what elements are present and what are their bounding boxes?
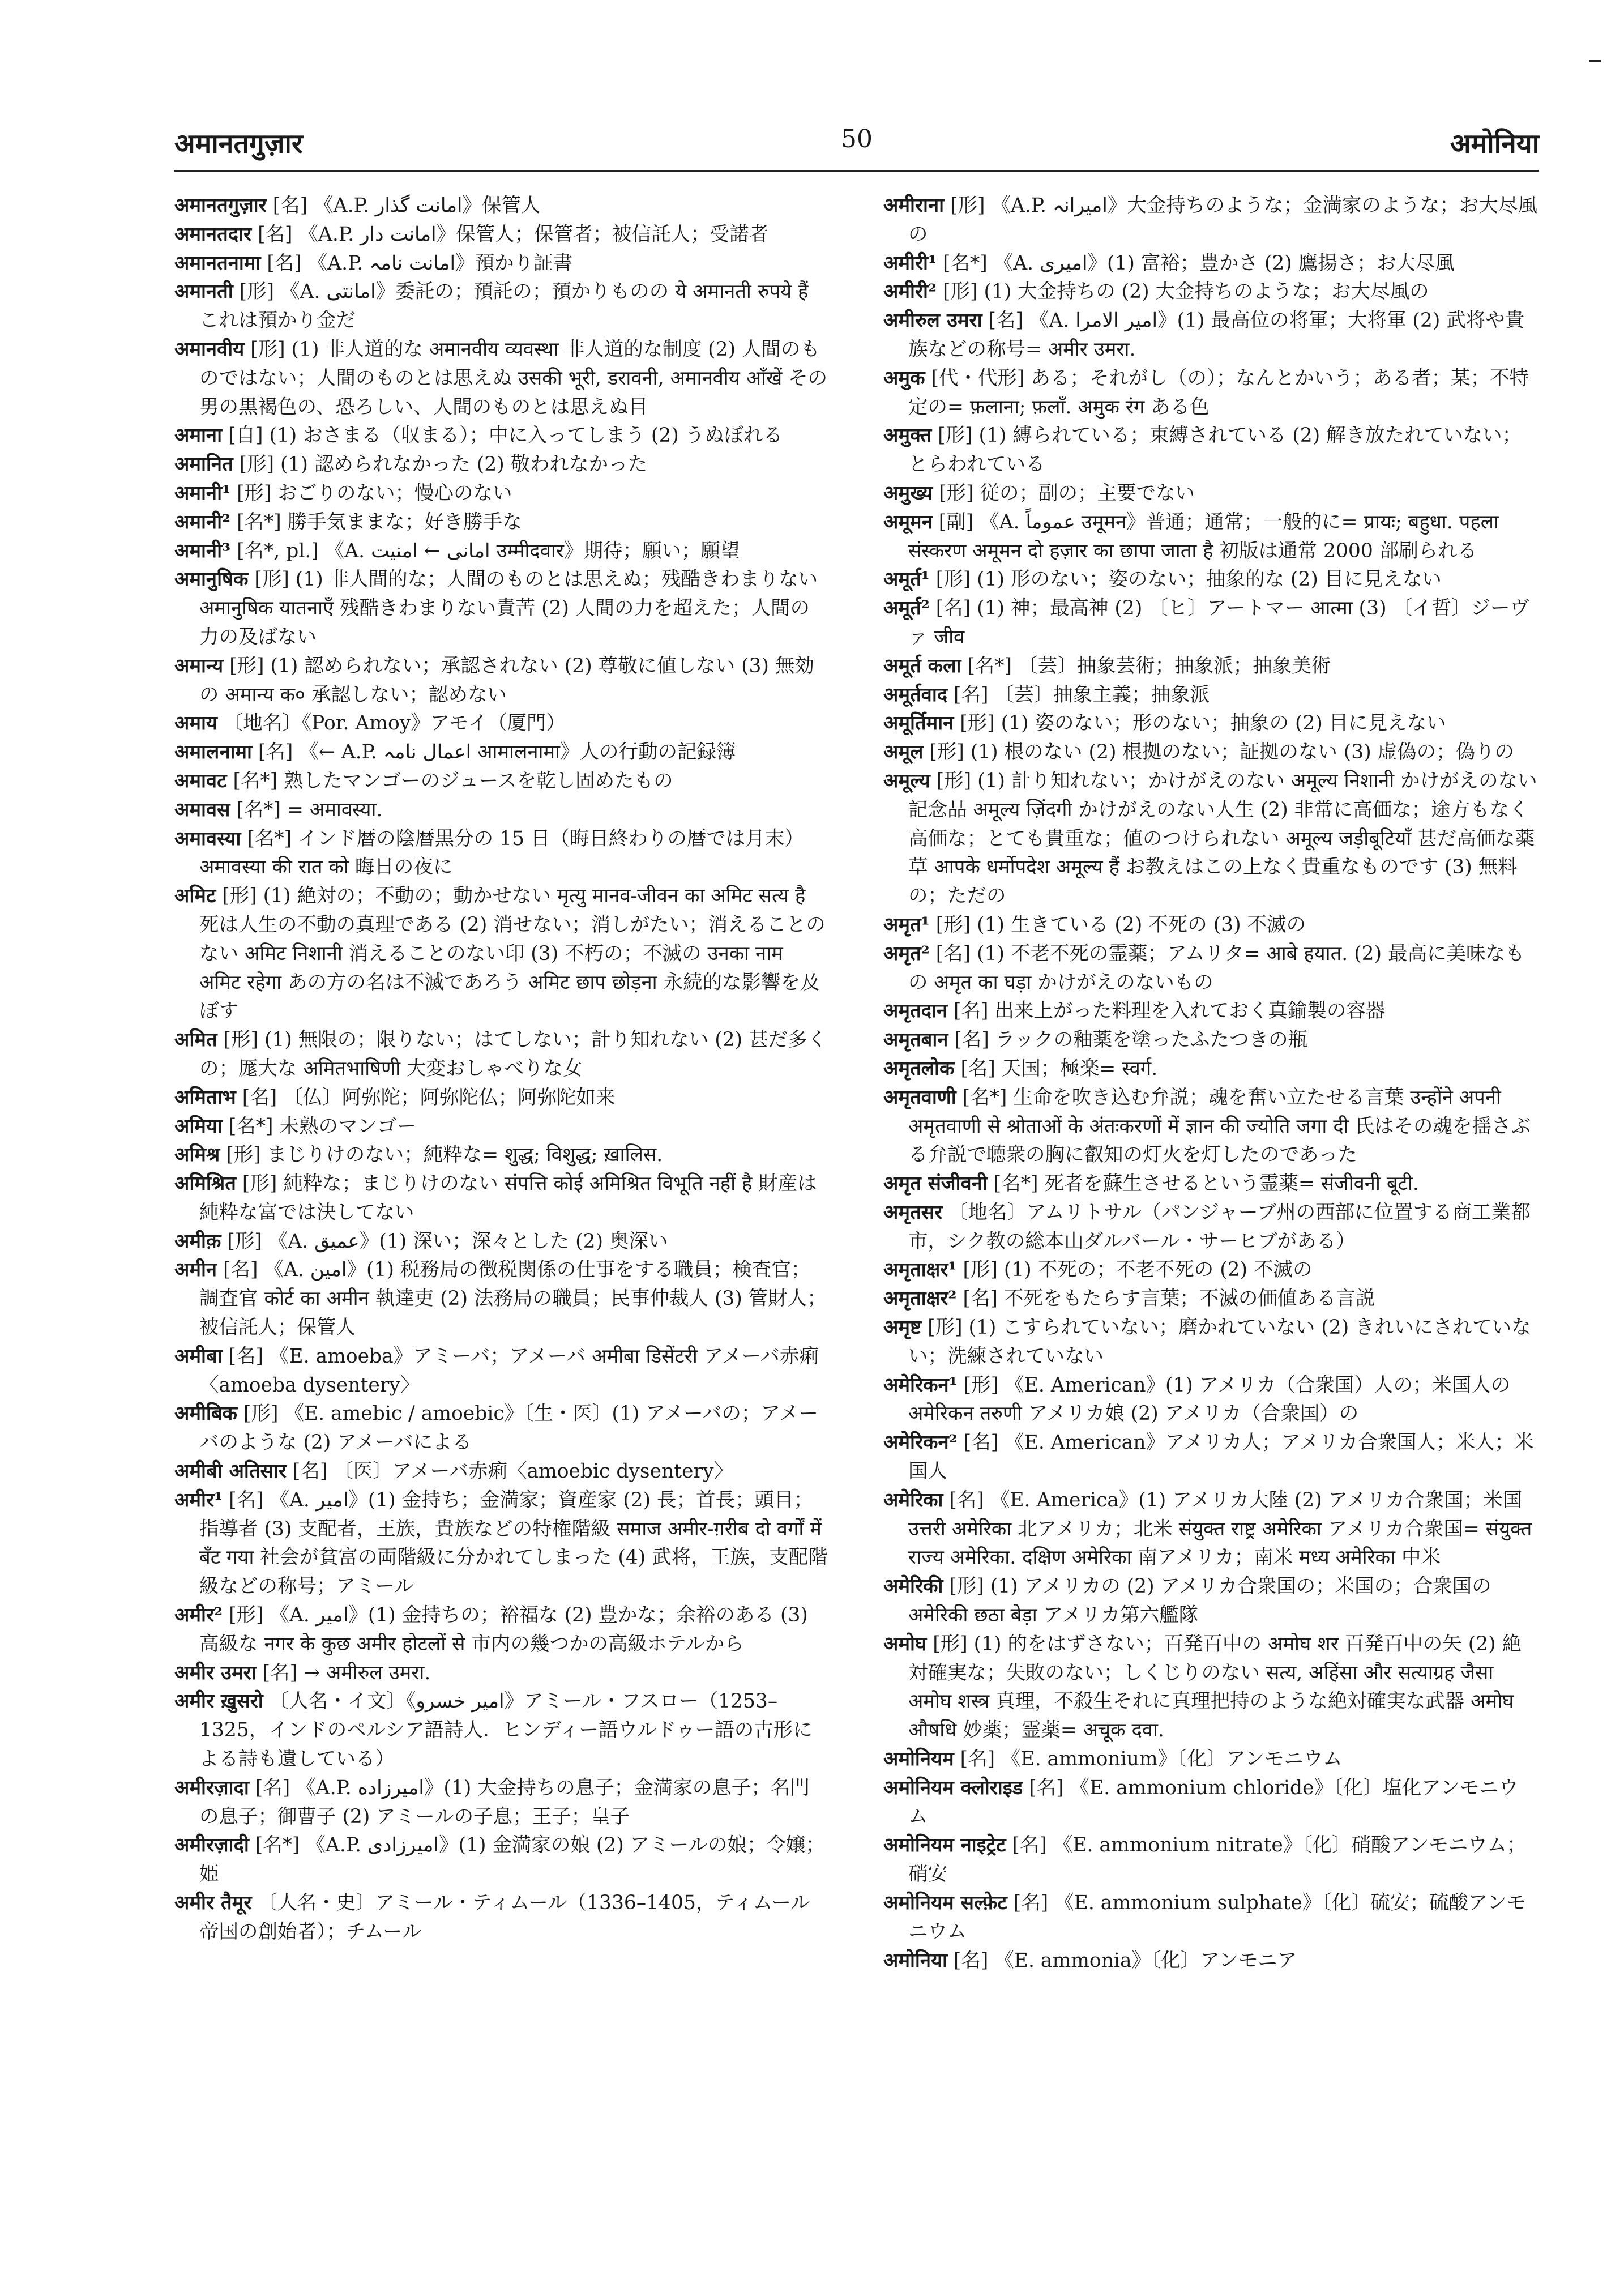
dictionary-entry [174, 1774, 828, 1832]
dictionary-entry [174, 249, 828, 278]
entry-headword: अमीन [174, 1258, 217, 1282]
entry-definition: [形] (1) 無限の；限りない；はてしない；計り知れない (2) 甚だ多くの；厖大な अमितभाषिणी 大変おしゃべりな女 [199, 1028, 827, 1080]
dictionary-entry [883, 1083, 1537, 1170]
entry-definition: [形] 《E. American》(1) アメリカ（合衆国）人の；米国人の अमेरिकन तरुणी アメリカ娘 (2) アメリカ（合衆国）の [908, 1373, 1511, 1425]
entry-headword: अमीबा [174, 1345, 223, 1368]
entry-headword: अमीरज़ादी [174, 1834, 249, 1857]
entry-definition: [名] 〔芸〕抽象主義；抽象派 [947, 683, 1210, 706]
left-column [174, 191, 828, 1947]
entry-definition: 〔人名・史〕アミール・ティムール（1336–1405，ティムール帝国の創始者）；チムール [199, 1892, 810, 1943]
dictionary-entry [174, 1112, 828, 1141]
dictionary-entry [174, 652, 828, 710]
entry-definition: [副] 《A. عموماً उमूमन》普通；通常；一般的に= प्रायः; बहुधा. पहला संस्करण अमूमन दो हज़ार का छापा जाता है 初版は通常 2000 部刷られる [908, 510, 1499, 562]
dictionary-entry [174, 1486, 828, 1601]
entry-definition: [名] 天国；極楽= स्वर्ग. [954, 1057, 1158, 1080]
dictionary-entry [174, 565, 828, 651]
entry-definition: [形] (1) 姿のない；形のない；抽象の (2) 目に見えない [954, 712, 1446, 735]
dictionary-entry [174, 1026, 828, 1083]
dictionary-entry [174, 1831, 828, 1889]
entry-headword: अमोनियम [883, 1748, 954, 1771]
entry-definition: [形] (1) アメリカの (2) アメリカ合衆国の；米国の；合衆国の अमेरिकी छठा बेड़ा アメリカ第六艦隊 [908, 1575, 1491, 1627]
entry-definition: [自] (1) おさまる（収まる）；中に入ってしまう (2) うぬぼれる [222, 424, 783, 447]
entry-headword: अमीरुल उमरा [883, 309, 982, 332]
entry-definition: [形] (1) 不死の；不老不死の (2) 不滅の [956, 1258, 1313, 1282]
dictionary-entry [883, 1889, 1537, 1947]
dictionary-entry [883, 1831, 1537, 1889]
dictionary-entry [174, 738, 828, 767]
entry-definition: [名] (1) 不老不死の霊薬；アムリタ= आबे हयात. (2) 最高に美味なもの अमृत का घड़ा かけがえのないもの [908, 942, 1525, 994]
entry-definition: [形] (1) 認められない；承認されない (2) 尊敬に値しない (3) 無効の अमान्य क० 承認しない；認めない [199, 654, 814, 706]
dictionary-entry [883, 1428, 1537, 1486]
entry-definition: [名] 《E. ammonium sulphate》〔化〕硫安；硫酸アンモニウム [908, 1892, 1527, 1943]
entry-definition: [名] → अमीरुल उमरा. [256, 1661, 431, 1684]
dictionary-entry [174, 1227, 828, 1256]
entry-headword: अमीबी अतिसार [174, 1460, 287, 1483]
dictionary-entry [883, 1486, 1537, 1572]
entry-definition: [名] 《A. امین》(1) 税務局の徴税関係の仕事をする職員；検査官；調査官 कोर्ट का अमीन 執達吏 (2) 法務局の職員；民事仲裁人 (3) 管財人；被信託人；保管人 [199, 1258, 827, 1339]
dictionary-entry [883, 1256, 1537, 1284]
entry-headword: अमृत² [883, 942, 930, 965]
dictionary-entry [883, 1947, 1537, 1975]
dictionary-entry [883, 681, 1537, 710]
dictionary-entry [883, 1745, 1537, 1774]
dictionary-entry [883, 191, 1537, 249]
dictionary-entry [174, 508, 828, 537]
dictionary-entry [883, 1170, 1537, 1198]
dictionary-entry [174, 1889, 828, 1947]
entry-headword: अमीबिक [174, 1402, 238, 1425]
entry-headword: अमानतगुज़ार [174, 194, 267, 217]
entry-headword: अमानतनामा [174, 251, 261, 275]
dictionary-entry [883, 709, 1537, 738]
entry-definition: [形] (1) 計り知れない；かけがえのない अमूल्य निशानी かけがえのない記念品 अमूल्य ज़िंदगी かけがえのない人生 (2) 非常に高価な；途方もなく高価な；とても貴重な；値のつけられない अमूल्य जड़ीबूटियाँ 甚だ高価な薬草 आपके धर्मोपदेश अमूल्य हैं お教えはこの上なく貴重なものです (3) 無料の；ただの [908, 769, 1537, 908]
entry-headword: अमित [174, 1028, 217, 1052]
dictionary-entry [883, 911, 1537, 940]
dictionary-entry [174, 709, 828, 738]
entry-definition: [形] (1) 絶対の；不動の；動かせない मृत्यु मानव-जीवन का अमिट सत्य है 死は人生の不動の真理である (2) 消せない；消しがたい；消えることのない अमिट निशानी 消えることのない印 (3) 不朽の；不滅の उनका नाम अमिट रहेगा あの方の名は不滅であろう अमिट छाप छोड़ना 永続的な影響を及ぼす [199, 885, 826, 1023]
entry-headword: अमीरज़ादा [174, 1776, 249, 1799]
entry-definition: [名*] 生命を吹き込む弁説；魂を奮い立たせる言葉 उन्होंने अपनी अमृतवाणी से श्रोताओं के अंतःकरणों में ज्ञान की ज्योति जगा दी 氏はその魂を揺さぶる弁説で聴衆の胸に叡知の灯火を灯したのであった [908, 1086, 1531, 1167]
entry-headword: अमृत संजीवनी [883, 1172, 988, 1196]
entry-headword: अमिश्र [174, 1143, 220, 1167]
entry-headword: अमोनियम नाइट्रेट [883, 1834, 1006, 1857]
entry-headword: अमानी¹ [174, 481, 231, 505]
entry-headword: अमूल्य [883, 769, 930, 792]
dictionary-entry [174, 421, 828, 450]
page-header [174, 119, 1539, 172]
dictionary-entry [883, 1284, 1537, 1313]
entry-headword: अमाना [174, 424, 223, 447]
dictionary-entry [174, 1141, 828, 1170]
entry-definition: [形] 純粋な；まじりけのない संपत्ति कोई अमिश्रित विभूति नहीं है 財産は純粋な富では決してない [199, 1172, 817, 1224]
dictionary-entry [883, 594, 1537, 652]
entry-headword: अमृतवाणी [883, 1086, 956, 1109]
running-head-right: अमोनिया [1450, 128, 1539, 160]
entry-headword: अमोघ [883, 1632, 927, 1655]
entry-headword: अमानित [174, 453, 233, 476]
dictionary-entry [883, 652, 1537, 681]
entry-definition: [形] 《A. امانتی》委託の；預託の；預かりものの ये अमानती रुपये हैं これは預かり金だ [199, 280, 809, 332]
entry-definition: [名] 《E. ammonium nitrate》〔化〕硝酸アンモニウム；硝安 [908, 1834, 1527, 1886]
entry-headword: अमिताभ [174, 1086, 236, 1109]
entry-headword: अमोनिया [883, 1949, 947, 1972]
dictionary-entry [174, 1083, 828, 1112]
dictionary-entry [174, 1659, 828, 1688]
entry-definition: 〔地名〕《Por. Amoy》アモイ（厦門） [217, 712, 566, 735]
dictionary-entry [174, 191, 828, 220]
corner-mark [1589, 60, 1601, 62]
entry-definition: [形] (1) 形のない；姿のない；抽象的な (2) 目に見えない [929, 568, 1442, 591]
entry-headword: अमूर्त कला [883, 654, 961, 677]
entry-definition: [名] 《E. ammonium chloride》〔化〕塩化アンモニウム [908, 1776, 1519, 1828]
entry-headword: अमानी² [174, 510, 231, 533]
entry-headword: अमानी³ [174, 539, 231, 562]
entry-headword: अमुख्य [883, 481, 933, 505]
entry-definition: [名] 《A. امیر》(1) 金持ち；金満家；資産家 (2) 長；首長；頭目；指導者 (3) 支配者，王族，貴族などの特権階級 समाज अमीर-ग़रीब दो वर्गों में बँट गया 社会が貧富の両階級に分かれてしまった (4) 武将，王族，支配階級などの称号；アミール [199, 1488, 828, 1598]
dictionary-entry [174, 882, 828, 1026]
entry-definition: [名] 不死をもたらす言葉；不滅の価値ある言説 [956, 1287, 1375, 1311]
entry-definition: [形] (1) 根のない (2) 根拠のない；証拠のない (3) 虚偽の；偽りの [923, 741, 1515, 764]
dictionary-entry [883, 997, 1537, 1026]
entry-headword: अमूर्तिमान [883, 712, 954, 735]
dictionary-entry [883, 1313, 1537, 1371]
entry-headword: अमृताक्षर¹ [883, 1258, 957, 1282]
dictionary-entry [174, 796, 828, 825]
entry-definition: [形] 《E. amebic / amoebic》〔生・医〕(1) アメーバの；アメーバのような (2) アメーバによる [199, 1402, 818, 1454]
dictionary-entry [883, 1774, 1537, 1832]
dictionary-entry [883, 940, 1537, 997]
dictionary-entry [883, 1198, 1537, 1256]
entry-definition: [名] 《E. American》アメリカ人；アメリカ合衆国人；米人；米国人 [908, 1431, 1534, 1483]
entry-headword: अमोनियम सल्फ़ेट [883, 1892, 1007, 1915]
right-column [883, 191, 1537, 1975]
entry-headword: अमृष्ट [883, 1316, 922, 1339]
entry-definition: [形] (1) 非人道的な अमानवीय व्यवस्था 非人道的な制度 (2) 人間のものではない；人間のものとは思えぬ उसकी भूरी, डरावनी, अमानवीय आँखें その男の黒褐色の、恐ろしい、人間のものとは思えぬ目 [199, 338, 828, 419]
entry-definition: [形] (1) こすられていない；磨かれていない (2) きれいにされていない；洗練されていない [908, 1316, 1531, 1368]
entry-definition: [名] 出来上がった料理を入れておく真鍮製の容器 [947, 1000, 1386, 1023]
dictionary-entry [883, 364, 1537, 422]
dictionary-entry [883, 249, 1537, 278]
entry-headword: अमीर ख़ुसरो [174, 1690, 263, 1713]
entry-headword: अमोनियम क्लोराइड [883, 1776, 1023, 1799]
entry-headword: अमीराना [883, 194, 945, 217]
entry-definition: [形] 《A.P. امیرانہ》大金持ちのような；金満家のような；お大尽風の [908, 194, 1537, 246]
entry-definition: [形] 従の；副の；主要でない [933, 481, 1195, 505]
dictionary-entry [174, 1601, 828, 1659]
entry-definition: [名*] = अमावस्या. [230, 798, 383, 821]
dictionary-entry [883, 1572, 1537, 1630]
entry-headword: अमानतदार [174, 223, 252, 246]
entry-headword: अमुक [883, 366, 925, 390]
dictionary-entry [174, 767, 828, 796]
dictionary-entry [883, 1630, 1537, 1745]
dictionary-entry [174, 450, 828, 479]
dictionary-entry [883, 767, 1537, 911]
entry-headword: अमृतसर [883, 1201, 943, 1224]
dictionary-entry [883, 306, 1537, 364]
entry-headword: अमूमन [883, 510, 933, 533]
entry-definition: [形] おごりのない；慢心のない [230, 481, 512, 505]
entry-headword: अमीर तैमूर [174, 1892, 252, 1915]
entry-headword: अमीक़ [174, 1230, 221, 1253]
dictionary-entry [174, 1256, 828, 1342]
entry-definition: [名*] 未熟のマンゴー [222, 1115, 416, 1138]
entry-headword: अमूर्त¹ [883, 568, 930, 591]
entry-definition: [形] (1) 大金持ちの (2) 大金持ちのような；お大尽風の [937, 280, 1429, 304]
entry-headword: अमीरी² [883, 280, 937, 304]
dictionary-entry [883, 421, 1537, 479]
entry-definition: [形] まじりけのない；純粋な= शुद्ध; विशुद्ध; ख़ालिस. [220, 1143, 663, 1167]
dictionary-entry [174, 335, 828, 421]
entry-headword: अमावस [174, 798, 230, 821]
dictionary-entry [883, 278, 1537, 306]
entry-headword: अमृतदान [883, 1000, 948, 1023]
entry-headword: अमेरिकन¹ [883, 1373, 958, 1397]
entry-definition: [名] 《← A.P. اعمال نامہ आमालनामा》人の行動の記録簿 [251, 741, 736, 764]
entry-definition: [名] 《E. ammonium》〔化〕アンモニウム [954, 1748, 1343, 1771]
dictionary-entry [883, 565, 1537, 594]
dictionary-entry [883, 1371, 1537, 1429]
entry-definition: [名*] 勝手気ままな；好き勝手な [230, 510, 522, 533]
dictionary-entry [174, 537, 828, 566]
entry-headword: अमेरिकी [883, 1575, 943, 1598]
running-head-left: अमानतगुज़ार [174, 128, 303, 160]
entry-definition: [名*] 《A. امیری》(1) 富裕；豊かさ (2) 鷹揚さ；お大尽風 [937, 251, 1455, 275]
entry-headword: अमूर्तवाद [883, 683, 948, 706]
entry-headword: अमीर² [174, 1604, 223, 1627]
entry-headword: अमिट [174, 885, 216, 908]
entry-definition: [名] 《A.P. امیرزاده》(1) 大金持ちの息子；金満家の息子；名門の息子；御曹子 (2) アミールの子息；王子；皇子 [199, 1776, 810, 1828]
entry-headword: अमृताक्षर² [883, 1287, 957, 1311]
dictionary-entry [174, 825, 828, 882]
dictionary-entry [174, 479, 828, 508]
entry-definition: [名] 《E. ammonia》〔化〕アンモニア [947, 1949, 1297, 1972]
entry-headword: अमानुषिक [174, 568, 249, 591]
entry-definition: [名] 《A.P. امانت دار》保管人；保管者；被信託人；受諾者 [251, 223, 769, 246]
dictionary-entry [883, 738, 1537, 767]
entry-definition: [名] 〔医〕アメーバ赤痢〈amoebic dysentery〉 [286, 1460, 734, 1483]
entry-definition: [名] (1) 神；最高神 (2) 〔ヒ〕アートマー आत्मा (3) 〔イ哲〕ジーヴァ जीव [908, 597, 1530, 648]
entry-definition: [名*, pl.] 《A. امانی ← امنیت उम्मीदवार》期待；願い；願望 [230, 539, 740, 562]
entry-headword: अमेरिकन² [883, 1431, 958, 1454]
entry-headword: अमिश्रित [174, 1172, 236, 1196]
dictionary-entry [174, 1687, 828, 1773]
entry-headword: अमृतबान [883, 1028, 948, 1052]
entry-definition: [名*] 熟したマンゴーのジュースを乾し固めたもの [226, 769, 673, 792]
entry-headword: अमान्य [174, 654, 224, 677]
entry-headword: अमृतलोक [883, 1057, 955, 1080]
entry-definition: [名*] インド暦の陰暦黒分の 15 日（晦日終わりの暦では月末） अमावस्या की रात को 晦日の夜に [199, 827, 804, 879]
entry-headword: अमालनामा [174, 741, 252, 764]
entry-headword: अमीर उमरा [174, 1661, 257, 1684]
dictionary-entry [174, 1457, 828, 1486]
entry-headword: अमृत¹ [883, 913, 930, 936]
entry-headword: अमावट [174, 769, 227, 792]
entry-definition: [形] (1) 縛られている；束縛されている (2) 解き放たれていない；とらわれている [908, 424, 1522, 476]
dictionary-entry [883, 479, 1537, 508]
entry-definition: [名*] 《A.P. امیرزادی》(1) 金満家の娘 (2) アミールの娘；令嬢；姫 [199, 1834, 826, 1886]
dictionary-entry [174, 1170, 828, 1227]
entry-headword: अमानती [174, 280, 233, 304]
entry-definition: [名*] 〔芸〕抽象芸術；抽象派；抽象美術 [961, 654, 1331, 677]
entry-definition: [名] 《E. amoeba》アミーバ；アメーバ अमीबा डिसेंटरी アメーバ赤痢〈amoeba dysentery〉 [199, 1345, 819, 1397]
entry-definition: [形] (1) 認められなかった (2) 敬われなかった [233, 453, 648, 476]
entry-definition: [形] 《A. عمیق》(1) 深い；深々とした (2) 奥深い [221, 1230, 668, 1253]
entry-definition: [代・代形] ある；それがし（の）；なんとかいう；ある者；某；不特定の= फ़लाना; फ़लाँ. अमुक रंग ある色 [908, 366, 1529, 419]
entry-headword: अमीरी¹ [883, 251, 937, 275]
dictionary-entry [174, 278, 828, 335]
dictionary-entry [883, 1055, 1537, 1083]
entry-headword: अमूर्त² [883, 597, 930, 620]
entry-headword: अमाय [174, 712, 217, 735]
entry-definition: [名] 〔仏〕阿弥陀；阿弥陀仏；阿弥陀如来 [236, 1086, 616, 1109]
entry-headword: अमेरिका [883, 1488, 943, 1512]
entry-headword: अमूल [883, 741, 924, 764]
entry-headword: अमुक्त [883, 424, 932, 447]
entry-definition: [名*] 死者を蘇生させるという霊薬= संजीवनी बूटी. [987, 1172, 1419, 1196]
entry-definition: [形] 《A. امیر》(1) 金持ちの；裕福な (2) 豊かな；余裕のある (3) 高級な नगर के कुछ अमीर होटलों से 市内の幾つかの高級ホテルから [199, 1604, 808, 1655]
dictionary-entry [883, 1026, 1537, 1055]
dictionary-entry [174, 1342, 828, 1400]
entry-headword: अमीर¹ [174, 1488, 223, 1512]
entry-definition: 〔地名〕アムリトサル（パンジャーブ州の西部に位置する商工業都市，シク教の総本山ダルバール・サーヒブがある） [908, 1201, 1531, 1253]
dictionary-entry [174, 220, 828, 249]
entry-headword: अमावस्या [174, 827, 241, 850]
dictionary-entry [174, 1399, 828, 1457]
entry-definition: [名] 《E. America》(1) アメリカ大陸 (2) アメリカ合衆国；米国 उत्तरी अमेरिका 北アメリカ；北米 संयुक्त राष्ट्र अमेरिका アメリカ合衆国= संयुक्त राज्य अमेरिका. दक्षिण अमेरिका 南アメリカ；南米 मध्य अमेरिका 中米 [908, 1488, 1532, 1569]
entry-definition: 〔人名・イ文〕《امیر خسرو》アミール・フスロー（1253–1325，インドのペルシア語詩人．ヒンディー語ウルドゥー語の古形による詩も遺している） [199, 1690, 813, 1771]
entry-definition: [形] (1) 非人間的な；人間のものとは思えぬ；残酷きわまりない अमानुषिक यातनाएँ 残酷きわまりない責苦 (2) 人間の力を超えた；人間の力の及ばない [199, 568, 818, 648]
entry-definition: [名] 《A. امیر الامرا》(1) 最高位の将軍；大将軍 (2) 武将や貴族などの称号= अमीर उमरा. [908, 309, 1525, 361]
entry-definition: [名] ラックの釉薬を塗ったふたつきの瓶 [948, 1028, 1308, 1052]
entry-definition: [名] 《A.P. امانت گذار》保管人 [266, 194, 541, 217]
page-number: 50 [841, 125, 873, 153]
entry-headword: अमानवीय [174, 338, 245, 361]
dictionary-entry [883, 508, 1537, 566]
entry-headword: अमिया [174, 1115, 223, 1138]
entry-definition: [名] 《A.P. امانت نامہ》預かり証書 [260, 251, 573, 275]
entry-definition: [形] (1) 的をはずさない；百発百中の अमोघ शर 百発百中の矢 (2) 絶対確実な；失敗のない；しくじりのない सत्य, अहिंसा और सत्याग्रह जैसा अमोघ शस्त्र 真理，不殺生それに真理把持のような絶対確実な武器 अमोघ औषधि 妙薬；霊薬= अचूक दवा. [908, 1632, 1522, 1742]
entry-definition: [形] (1) 生きている (2) 不死の (3) 不滅の [929, 913, 1306, 936]
